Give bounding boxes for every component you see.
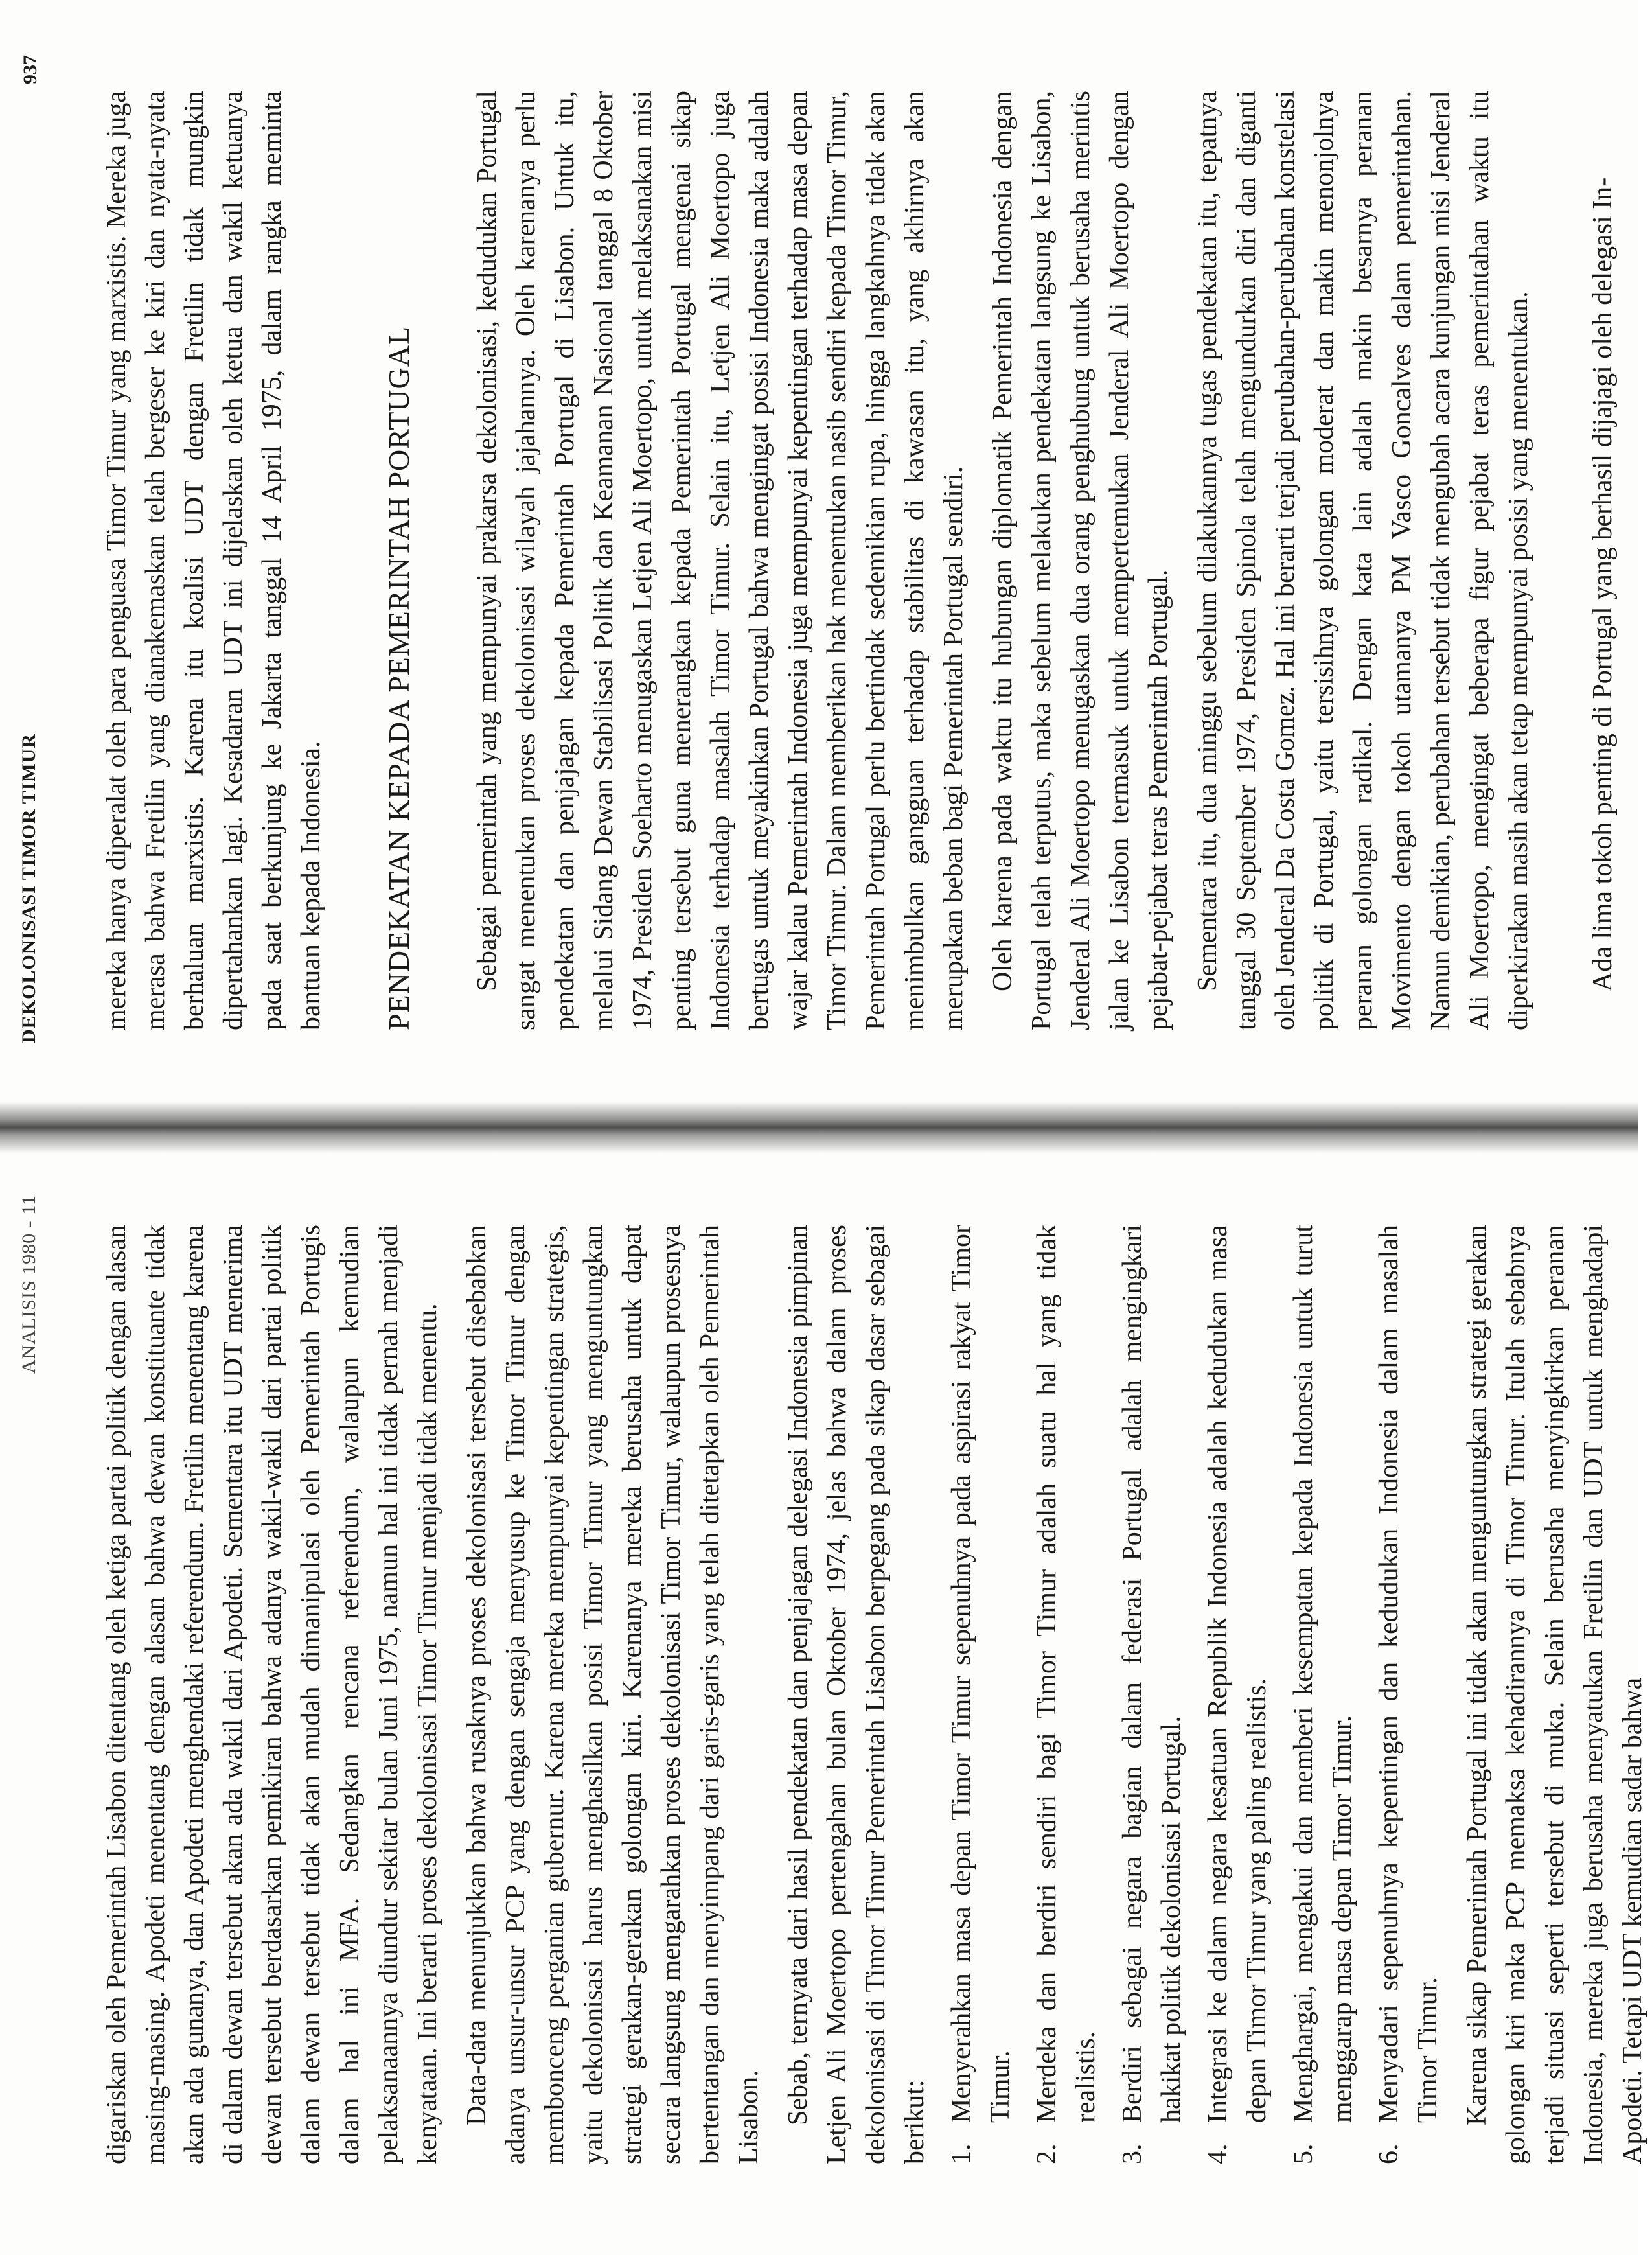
paragraph: digariskan oleh Pemerintah Lisabon ditentang oleh ketiga partai politik dengan alasan masing-masing. Apodeti menentang dengan alasan bahwa dewan konstituante tidak akan ada gunanya, dan Apodeti menghendaki referendum. Fretilin menentang karena di dalam dewan tersebut akan ada wakil dari Apodeti. Sementara itu UDT menerima dewan tersebut berdasarkan pemikiran bahwa adanya wakil-wakil dari partai politik dalam dewan tersebut tidak akan mudah dimanipulasi oleh Pemerintah Portugis dalam hal ini MFA. Sedangkan rencana referendum, walaupun kemudian pelaksanaannya diundur sekitar bulan Juni 1975, namun hal ini tidak pernah menjadi kenyataan. Ini berarti proses dekolonisasi Timor Timur menjadi tidak menentu. [102,1225,442,2164]
paragraph: Ada lima tokoh penting di Portugal yang berhasil dijajagi oleh delegasi In- [1588,177,1618,991]
list-text: Menghargai, mengakui dan memberi kesempatan kepada Indonesia untuk turut menggarap masa depan Timor Timur. [1289,1225,1357,2123]
right-page [0,0,1638,1128]
right-text-column [97,91,1622,1030]
list-item [1199,1225,1276,2164]
section-heading: PENDEKATAN KEPADA PEMERINTAH PORTUGAL [382,325,415,1030]
paragraph: Sementara itu, dua minggu sebelum dilakukannya tugas pendekatan itu, tepatnya tanggal 30 September 1974, Presiden Spinola telah mengundurkan diri dan diganti oleh Jenderal Da Costa Gomez. Hal ini berarti terjadi perubahan-perubahan konstelasi politik di Portugal, yaitu tersisihnya golongan moderat dan makin menonjolnya peranan golongan radikal. Dengan kata lain adalah makin besarnya peranan Movimento dengan tokoh utamanya PM Vasco Goncalves dalam pemerintahan. Namun demikian, perubahan tersebut tidak mengubah acara kunjungan misi Jenderal Ali Moertopo, mengingat beberapa figur pejabat teras pemerintahan waktu itu diperkirakan masih akan tetap mempunyai posisi yang menentukan. [1193,91,1533,1030]
list-number: 1. [946,2144,976,2164]
list-number: 4. [1203,2144,1233,2164]
left-running-header: ANALISIS 1980 - 11 [18,1194,40,1374]
list-item [1284,1225,1362,2164]
paragraph: Karena sikap Pemerintah Portugal ini tidak akan menguntungkan strategi gerakan golongan kiri maka PCP memaksa kehadirannya di Timor Timur. Itulah sebabnya terjadi situasi seperti tersebut di muka. Selain berusaha menyingkirkan peranan Indonesia, mereka juga berusaha menyatukan Fretilin dan UDT untuk menghadapi Apodeti. Tetapi UDT kemudian sadar bahwa [1462,1225,1647,2164]
left-text-column [97,1225,1652,2164]
list-text: Integrasi ke dalam negara kesatuan Republik Indonesia adalah kedudukan masa depan Timor Timur yang paling realistis. [1203,1225,1272,2123]
paragraph: Data-data menunjukkan bahwa rusaknya proses dekolonisasi tersebut disebabkan adanya unsur-unsur PCP yang dengan sengaja menyusup ke Timor Timur dengan membonceng perganian gubernur. Karena mereka mempunyai kepentingan strategis, yaitu dekolonisasi harus menghasilkan posisi Timor Timur yang menguntungkan strategi gerakan-gerakan golongan kiri. Karenanya mereka berusaha untuk dapat secara langsung mengarahkan proses dekolonisasi Timor Timur, walaupun prosesnya bertentangan dan menyimpang dari garis-garis yang telah ditetapkan oleh Pemerintah Lisabon. [462,1225,764,2164]
list-number: 6. [1374,2144,1404,2164]
paragraph: mereka hanya diperalat oleh para penguasa Timor Timur yang marxistis. Mereka juga merasa bahwa Fretilin yang dianakemaskan telah bergeser ke kiri dan nyata-nyata berhaluan marxistis. Karena itu koalisi UDT dengan Fretilin tidak mungkin dipertahankan lagi. Kesadaran UDT ini dijelaskan oleh ketua dan wakil ketuanya pada saat berkunjung ke Jakarta tanggal 14 April 1975, dalam rangka meminta bantuan kepada Indonesia. [102,91,326,1030]
list-text: Menyerahkan masa depan Timor Timur sepenuhnya pada aspirasi rakyat Timor Timur. [946,1225,1015,2123]
left-page [0,1128,1647,2255]
paragraph: Sebagai pemerintah yang mempunyai prakarsa dekolonisasi, kedudukan Portugal sangat menentukan proses dekolonisasi wilayah jajahannya. Oleh karenanya perlu pendekatan dan penjajagan kepada Pemerintah Portugal di Lisabon. Untuk itu, melalui Sidang Dewan Stabilisasi Politik dan Keamanan Nasional tanggal 8 Oktober 1974, Presiden Soeharto menugaskan Letjen Ali Moertopo, untuk melaksanakan misi penting tersebut guna menerangkan kepada Pemerintah Portugal mengenai sikap Indonesia terhadap masalah Timor Timur. Selain itu, Letjen Ali Moertopo juga bertugas untuk meyakinkan Portugal bahwa mengingat posisi Indonesia maka adalah wajar kalau Pemerintah Indonesia juga mempunyai kepentingan terhadap masa depan Timor Timur. Dalam memberikan hak menentukan nasib sendiri kepada Timor Timur, Pemerintah Portugal perlu bertindak sedemikian rupa, hingga langkahnya tidak akan menimbulkan gangguan terhadap stabilitas di kawasan itu, yang akhirnya akan merupakan beban bagi Pemerintah Portugal sendiri. [472,91,969,1030]
page-number: 937 [19,55,41,84]
list-number: 3. [1118,2144,1147,2164]
list-text: Berdiri sebagai negara bagian dalam federasi Portugal adalah mengingkari hakikat politik dekolonisasi Portugal. [1118,1225,1186,2123]
list-item [942,1225,1020,2164]
list-text: Menyadari sepenuhnya kepentingan dan kedudukan Indonesia dalam masalah Timor Timur. [1374,1225,1443,2123]
right-running-header: DEKOLONISASI TIMOR TIMUR [18,734,40,1043]
paragraph: Sebab, ternyata dari hasil pendekatan dan penjajagan delegasi Indonesia pimpinan Letjen Ali Moertopo pertengahan bulan Oktober 1974, jelas bahwa dalam proses dekolonisasi di Timor Timur Pemerintah Lisabon berpegang pada sikap dasar sebagai berikut: [783,1225,930,2164]
list-text: Merdeka dan berdiri sendiri bagi Timor Timur adalah suatu hal yang tidak realistis. [1032,1225,1101,2123]
list-item [1113,1225,1191,2164]
paragraph: Oleh karena pada waktu itu hubungan diplomatik Pemerintah Indonesia dengan Portugal telah terputus, maka sebelum melakukan pendekatan langsung ke Lisabon, Jenderal Ali Moertopo menugaskan dua orang penghubung untuk berusaha merintis jalan ke Lisabon termasuk untuk mempertemukan Jenderal Ali Moertopo dengan pejabat-pejabat teras Pemerintah Portugal. [988,91,1173,1030]
list-number: 2. [1032,2144,1062,2164]
list-number: 5. [1289,2144,1318,2164]
list-item [1370,1225,1447,2164]
list-item [1027,1225,1105,2164]
